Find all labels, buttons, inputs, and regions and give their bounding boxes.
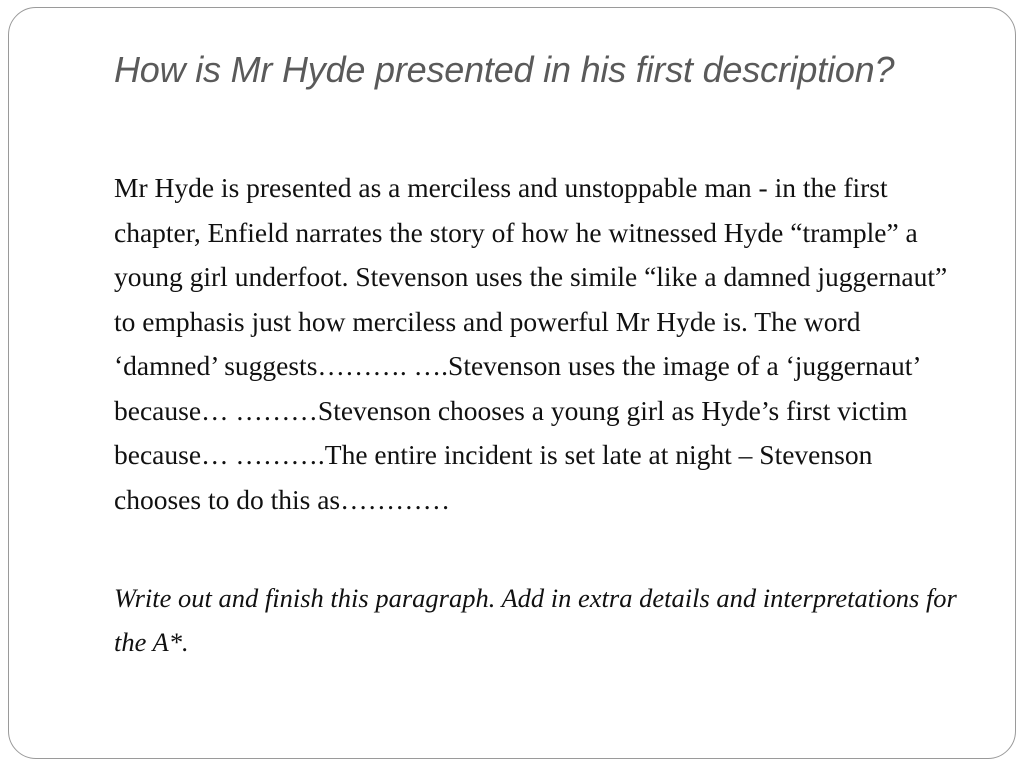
instruction-text: Write out and finish this paragraph. Add in extra details and interpretations for the A*. <box>114 583 957 657</box>
slide-title: How is Mr Hyde presented in his first description? <box>114 49 895 90</box>
body-paragraph: Mr Hyde is presented as a merciless and unstoppable man - in the first chapter, Enfield narrates the story of how he witnessed Hyde “trample” a young girl underfoot. Stevenson uses the simile “like a damned juggernaut” to emphasis just how merciless and powerful Mr Hyde is. The word ‘damned’ suggests………. ….Stevenson uses the image of a ‘juggernaut’ because… ………Stevenson chooses a young girl as Hyde’s first victim because… ……….The entire incident is set late at night – Stevenson chooses to do this as………… <box>114 172 948 515</box>
